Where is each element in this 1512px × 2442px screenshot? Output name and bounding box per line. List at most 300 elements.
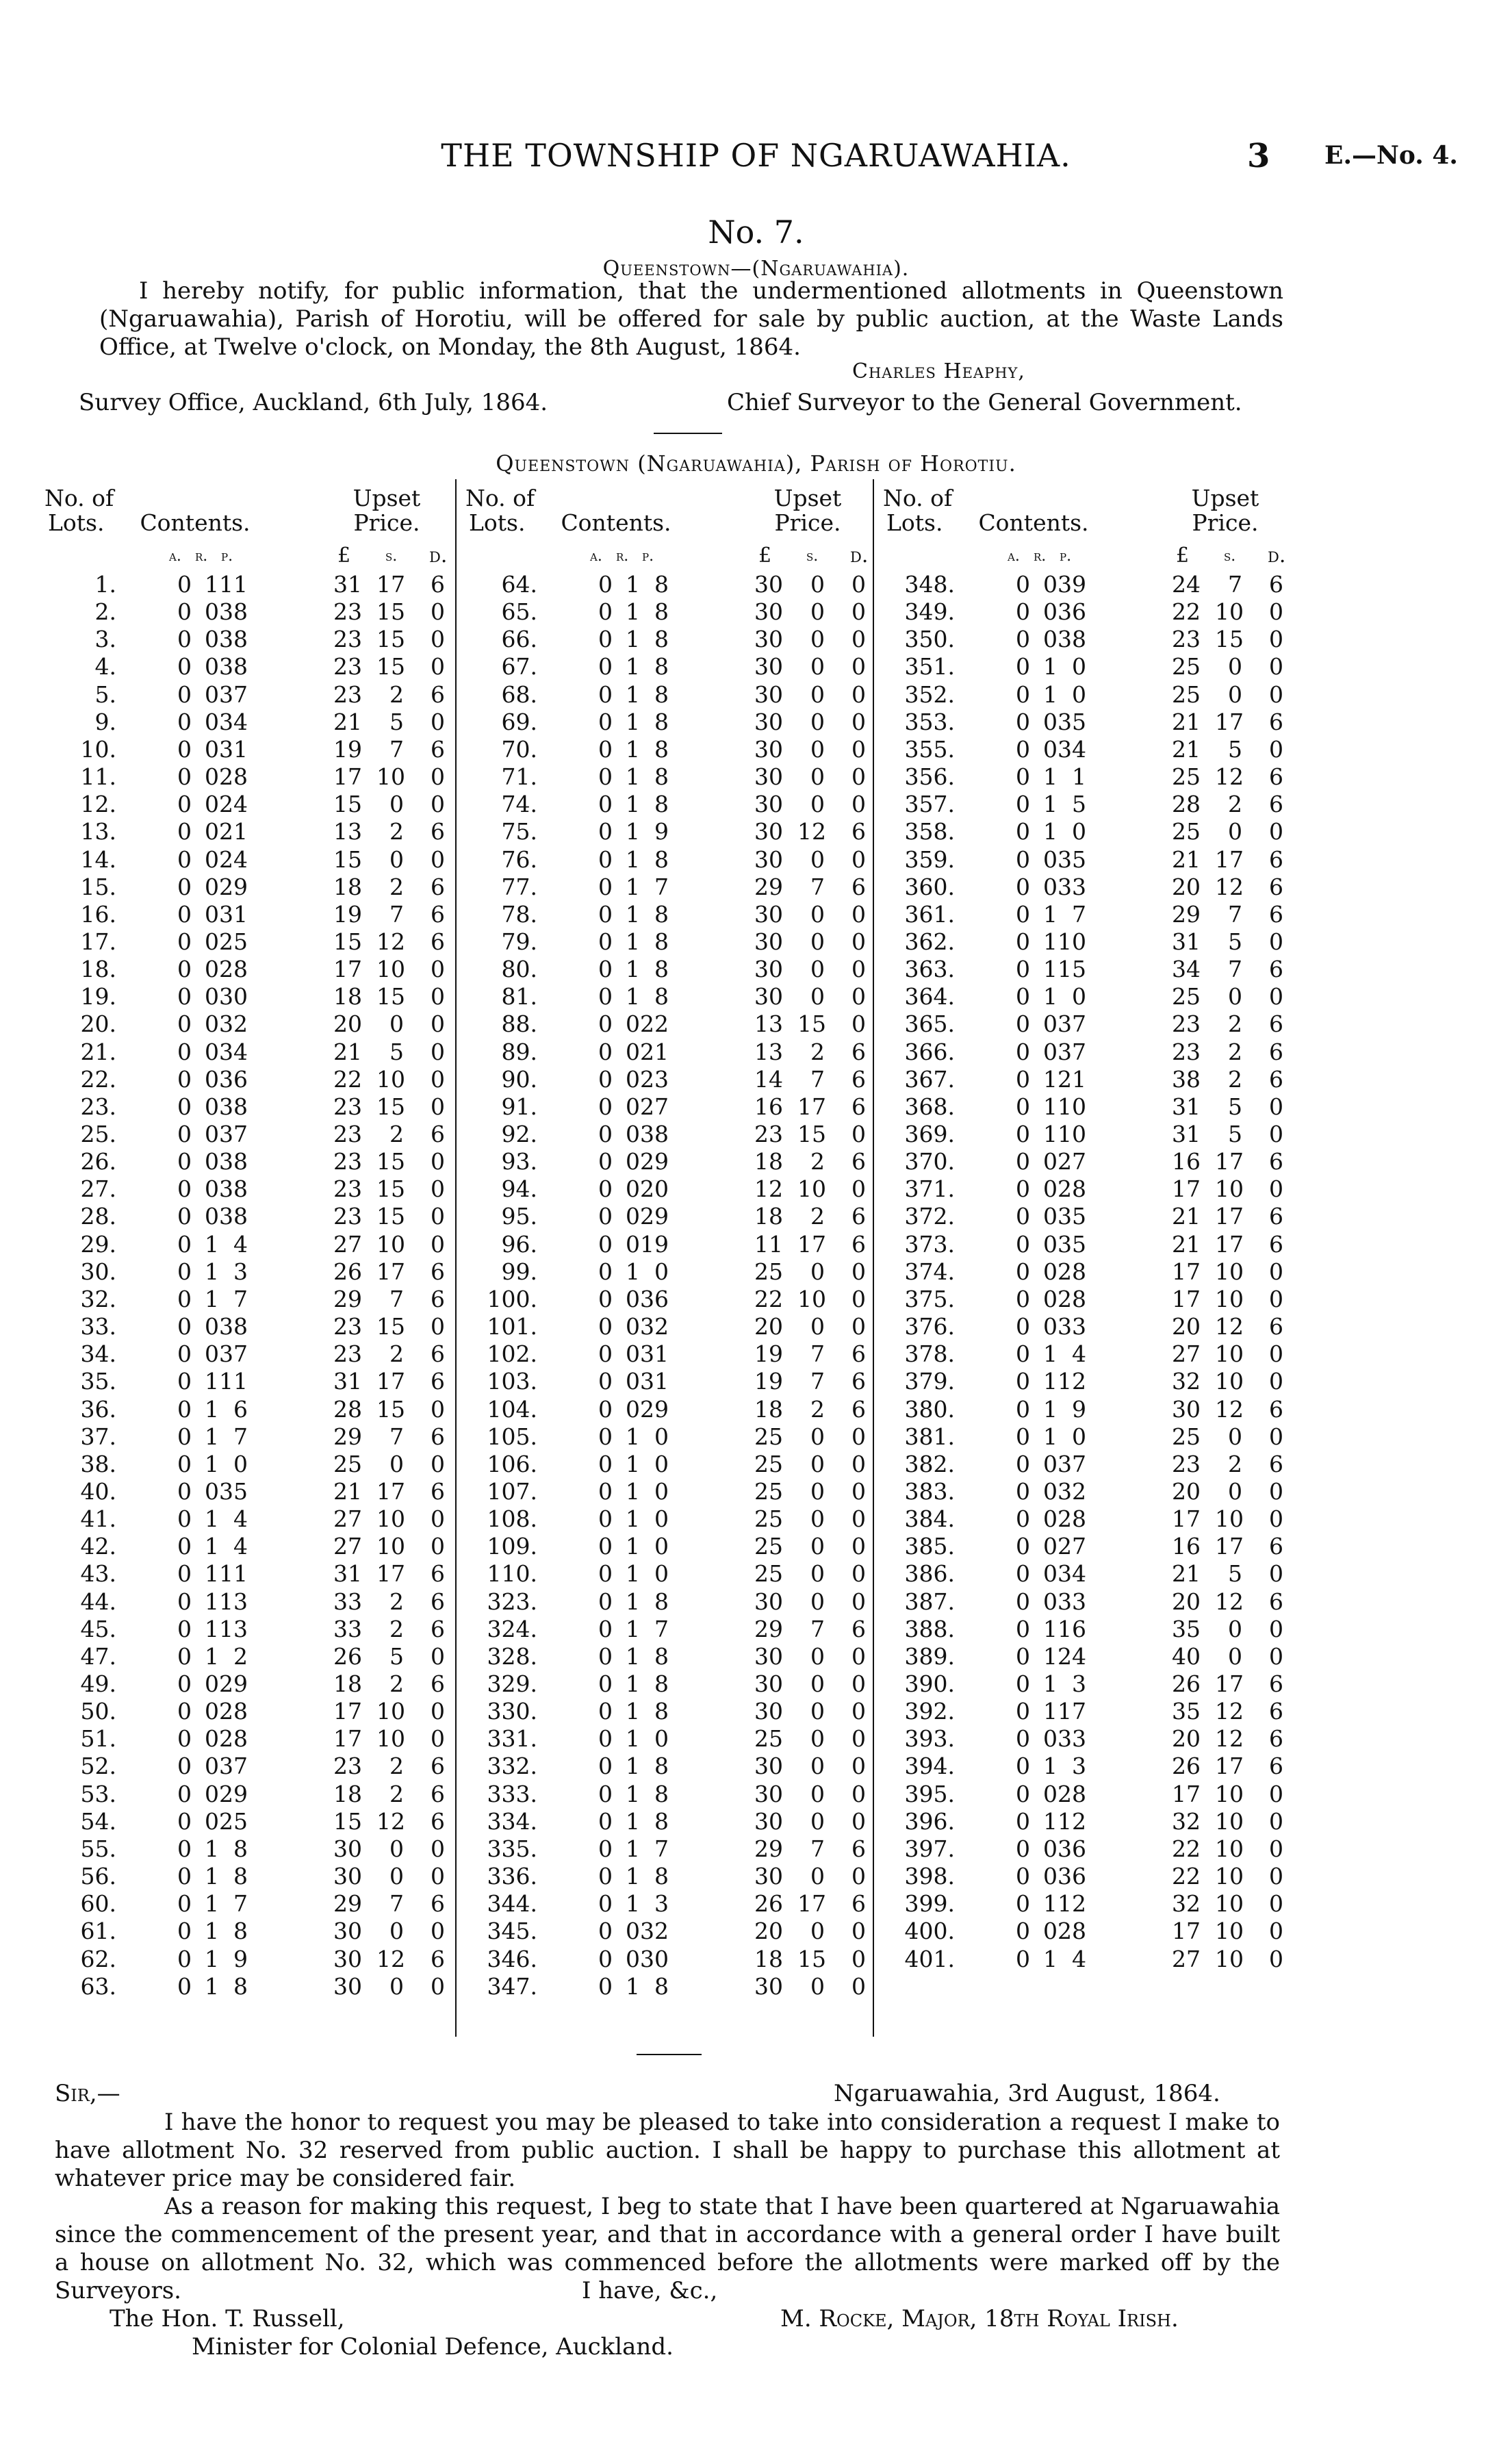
cell-s: 7 <box>810 1340 825 1368</box>
cell-s: 0 <box>810 626 825 653</box>
header-price: Upset <box>773 485 842 511</box>
header-price: Price. <box>774 509 841 536</box>
cell-pound: 30 <box>754 900 783 928</box>
cell-r: 1 <box>626 1780 640 1807</box>
cell-s: 0 <box>1228 1423 1242 1450</box>
cell-lot: 18. <box>80 956 116 983</box>
cell-r: 0 <box>205 873 219 900</box>
cell-r: 0 <box>626 1945 640 1972</box>
cell-a: 0 <box>177 1065 192 1093</box>
letter-closing: I have, &c., <box>582 2277 718 2304</box>
cell-s: 0 <box>810 1972 825 2000</box>
cell-p: 8 <box>654 681 669 708</box>
cell-s: 10 <box>1215 1918 1244 1945</box>
cell-s: 10 <box>376 1533 405 1560</box>
cell-p: 32 <box>219 1010 248 1038</box>
cell-lot: 390. <box>904 1670 955 1697</box>
cell-pound: 30 <box>754 626 783 653</box>
cell-a: 0 <box>177 1038 192 1065</box>
cell-d: 6 <box>431 1588 445 1615</box>
cell-a: 0 <box>177 1230 192 1258</box>
cell-r: 1 <box>1043 956 1058 983</box>
cell-d: 0 <box>851 1285 866 1312</box>
cell-s: 5 <box>1228 1121 1242 1147</box>
cell-r: 0 <box>205 1780 219 1807</box>
cell-a: 0 <box>177 1588 192 1615</box>
cell-pound: 27 <box>333 1230 362 1258</box>
cell-p: 13 <box>219 1588 248 1615</box>
subheader-pence: d. <box>429 544 448 568</box>
cell-r: 1 <box>205 1285 219 1312</box>
cell-p: 9 <box>654 818 669 845</box>
cell-p: 29 <box>640 1395 669 1423</box>
header-contents: Contents. <box>140 509 251 536</box>
cell-r: 0 <box>1043 1477 1058 1505</box>
cell-lot: 2. <box>94 598 116 626</box>
cell-lot: 106. <box>487 1450 537 1477</box>
letter-salutation: Sir,— <box>55 2080 120 2107</box>
cell-pound: 21 <box>333 1038 362 1065</box>
cell-r: 1 <box>1043 928 1058 955</box>
subheader-perches: p. <box>642 548 654 565</box>
subheader-roods: r. <box>616 548 629 565</box>
cell-a: 0 <box>1016 1807 1030 1835</box>
cell-p: 29 <box>219 873 248 900</box>
cell-a: 0 <box>1016 1533 1030 1560</box>
cell-s: 0 <box>389 1972 404 2000</box>
cell-d: 0 <box>431 1642 445 1670</box>
cell-s: 10 <box>1215 598 1244 626</box>
cell-pound: 23 <box>1172 1038 1201 1065</box>
cell-s: 2 <box>389 1340 404 1368</box>
cell-d: 6 <box>851 1835 866 1862</box>
cell-s: 15 <box>797 1121 826 1147</box>
cell-p: 8 <box>654 983 669 1010</box>
cell-r: 0 <box>205 900 219 928</box>
cell-lot: 351. <box>904 653 955 681</box>
cell-pound: 16 <box>754 1093 783 1120</box>
cell-lot: 331. <box>487 1725 537 1753</box>
cell-s: 0 <box>810 1477 825 1505</box>
notice-heading: Queenstown—(Ngaruawahia). <box>602 257 910 281</box>
cell-d: 0 <box>851 571 866 598</box>
header-lots: No. of <box>883 485 953 511</box>
cell-r: 0 <box>626 1395 640 1423</box>
cell-p: 29 <box>640 1148 669 1175</box>
cell-lot: 5. <box>94 681 116 708</box>
cell-p: 8 <box>654 956 669 983</box>
cell-pound: 18 <box>754 1945 783 1972</box>
cell-lot: 51. <box>80 1725 116 1753</box>
cell-lot: 367. <box>904 1065 955 1093</box>
cell-s: 12 <box>1215 1725 1244 1753</box>
cell-a: 0 <box>177 845 192 873</box>
cell-d: 0 <box>851 1588 866 1615</box>
cell-d: 0 <box>851 956 866 983</box>
cell-d: 0 <box>851 1863 866 1890</box>
cell-pound: 22 <box>1172 1835 1201 1862</box>
cell-pound: 25 <box>754 1533 783 1560</box>
cell-p: 33 <box>1058 873 1086 900</box>
cell-pound: 23 <box>333 1313 362 1340</box>
cell-d: 0 <box>431 1148 445 1175</box>
cell-r: 0 <box>1043 1203 1058 1230</box>
cell-r: 0 <box>626 1121 640 1147</box>
cell-d: 0 <box>851 1423 866 1450</box>
cell-pound: 27 <box>333 1505 362 1533</box>
cell-s: 15 <box>376 1395 405 1423</box>
cell-r: 0 <box>1043 873 1058 900</box>
cell-s: 17 <box>1215 1148 1244 1175</box>
header-lots: Lots. <box>469 509 526 536</box>
cell-r: 0 <box>1043 1505 1058 1533</box>
cell-pound: 30 <box>1172 1395 1201 1423</box>
cell-d: 0 <box>431 1065 445 1093</box>
cell-a: 0 <box>1016 873 1030 900</box>
cell-p: 35 <box>1058 708 1086 735</box>
cell-pound: 19 <box>333 735 362 763</box>
cell-a: 0 <box>1016 1670 1030 1697</box>
cell-d: 6 <box>1269 1588 1283 1615</box>
subheader-pounds: £ <box>337 544 351 568</box>
cell-s: 12 <box>1215 763 1244 791</box>
cell-a: 0 <box>177 571 192 598</box>
cell-lot: 384. <box>904 1505 955 1533</box>
cell-lot: 69. <box>501 708 537 735</box>
cell-a: 0 <box>177 763 192 791</box>
cell-lot: 88. <box>501 1010 537 1038</box>
cell-a: 0 <box>598 1918 613 1945</box>
cell-d: 6 <box>851 1368 866 1395</box>
cell-p: 10 <box>1058 928 1086 955</box>
cell-lot: 324. <box>487 1615 537 1642</box>
cell-s: 17 <box>1215 1533 1244 1560</box>
cell-p: 0 <box>654 1477 669 1505</box>
cell-a: 0 <box>598 928 613 955</box>
cell-a: 0 <box>177 1175 192 1203</box>
cell-p: 37 <box>1058 1450 1086 1477</box>
cell-p: 25 <box>219 928 248 955</box>
cell-a: 0 <box>598 681 613 708</box>
cell-s: 17 <box>1215 1203 1244 1230</box>
cell-lot: 103. <box>487 1368 537 1395</box>
cell-d: 0 <box>851 626 866 653</box>
cell-lot: 74. <box>501 791 537 818</box>
cell-d: 0 <box>1269 598 1283 626</box>
cell-s: 10 <box>1215 1175 1244 1203</box>
cell-a: 0 <box>598 1505 613 1533</box>
cell-lot: 374. <box>904 1258 955 1285</box>
cell-a: 0 <box>1016 1093 1030 1120</box>
cell-s: 5 <box>389 1642 404 1670</box>
cell-d: 6 <box>1269 900 1283 928</box>
cell-a: 0 <box>598 900 613 928</box>
cell-r: 0 <box>205 1010 219 1038</box>
cell-s: 0 <box>810 1780 825 1807</box>
cell-pound: 38 <box>1172 1065 1201 1093</box>
cell-p: 28 <box>219 763 248 791</box>
cell-r: 1 <box>626 1698 640 1725</box>
header-price: Upset <box>353 485 421 511</box>
cell-pound: 25 <box>754 1505 783 1533</box>
cell-lot: 366. <box>904 1038 955 1065</box>
subheader-roods: r. <box>195 548 208 565</box>
cell-r: 0 <box>1043 845 1058 873</box>
cell-pound: 30 <box>754 763 783 791</box>
cell-d: 6 <box>431 873 445 900</box>
cell-pound: 20 <box>333 1010 362 1038</box>
cell-a: 0 <box>598 1258 613 1285</box>
cell-s: 10 <box>1215 1258 1244 1285</box>
cell-r: 0 <box>1043 1918 1058 1945</box>
cell-s: 17 <box>376 1477 405 1505</box>
cell-pound: 14 <box>754 1065 783 1093</box>
cell-pound: 29 <box>754 1835 783 1862</box>
cell-a: 0 <box>1016 1450 1030 1477</box>
cell-lot: 389. <box>904 1642 955 1670</box>
cell-lot: 16. <box>80 900 116 928</box>
cell-pound: 25 <box>754 1258 783 1285</box>
cell-d: 6 <box>1269 571 1283 598</box>
cell-pound: 33 <box>333 1588 362 1615</box>
cell-a: 0 <box>177 1285 192 1312</box>
cell-lot: 333. <box>487 1780 537 1807</box>
cell-r: 1 <box>1043 1670 1058 1697</box>
cell-lot: 75. <box>501 818 537 845</box>
cell-a: 0 <box>1016 708 1030 735</box>
cell-r: 0 <box>626 1148 640 1175</box>
cell-a: 0 <box>1016 1175 1030 1203</box>
cell-r: 1 <box>205 1863 219 1890</box>
cell-d: 0 <box>1269 626 1283 653</box>
cell-pound: 30 <box>754 708 783 735</box>
cell-pound: 23 <box>333 653 362 681</box>
cell-d: 6 <box>1269 845 1283 873</box>
cell-lot: 21. <box>80 1038 116 1065</box>
cell-lot: 346. <box>487 1945 537 1972</box>
cell-d: 6 <box>431 1121 445 1147</box>
cell-s: 2 <box>389 1121 404 1147</box>
cell-lot: 397. <box>904 1835 955 1862</box>
document-reference: E.—No. 4. <box>1324 141 1458 170</box>
cell-d: 6 <box>1269 956 1283 983</box>
cell-d: 0 <box>851 1560 866 1588</box>
cell-p: 24 <box>219 845 248 873</box>
subheader-shillings: s. <box>1224 548 1236 565</box>
cell-d: 0 <box>431 1175 445 1203</box>
cell-d: 0 <box>1269 1121 1283 1147</box>
cell-d: 0 <box>851 1725 866 1753</box>
cell-pound: 17 <box>333 1698 362 1725</box>
cell-p: 3 <box>1072 1753 1086 1780</box>
cell-r: 1 <box>205 1450 219 1477</box>
cell-r: 0 <box>1043 626 1058 653</box>
cell-r: 0 <box>205 1725 219 1753</box>
cell-s: 12 <box>1215 873 1244 900</box>
cell-a: 0 <box>598 1588 613 1615</box>
cell-pound: 21 <box>1172 1560 1201 1588</box>
cell-p: 8 <box>654 791 669 818</box>
cell-d: 6 <box>1269 763 1283 791</box>
cell-lot: 394. <box>904 1753 955 1780</box>
cell-a: 0 <box>177 1615 192 1642</box>
header-lots: Lots. <box>886 509 943 536</box>
cell-a: 0 <box>598 1368 613 1395</box>
cell-a: 0 <box>598 1835 613 1862</box>
cell-pound: 21 <box>1172 1230 1201 1258</box>
cell-lot: 107. <box>487 1477 537 1505</box>
cell-p: 21 <box>640 1038 669 1065</box>
cell-s: 0 <box>1228 1477 1242 1505</box>
cell-a: 0 <box>598 1285 613 1312</box>
cell-pound: 23 <box>333 1753 362 1780</box>
cell-p: 8 <box>654 1780 669 1807</box>
cell-a: 0 <box>177 1395 192 1423</box>
cell-r: 1 <box>626 1670 640 1697</box>
letter-place-date: Ngaruawahia, 3rd August, 1864. <box>834 2080 1220 2107</box>
cell-lot: 66. <box>501 626 537 653</box>
cell-r: 0 <box>205 735 219 763</box>
cell-p: 36 <box>1058 1863 1086 1890</box>
cell-pound: 30 <box>754 818 783 845</box>
cell-d: 6 <box>1269 1450 1283 1477</box>
cell-a: 0 <box>177 1890 192 1918</box>
cell-pound: 25 <box>754 1560 783 1588</box>
cell-r: 1 <box>626 1725 640 1753</box>
cell-pound: 26 <box>333 1642 362 1670</box>
cell-p: 9 <box>233 1945 248 1972</box>
cell-pound: 17 <box>333 956 362 983</box>
cell-s: 0 <box>810 1258 825 1285</box>
cell-r: 0 <box>205 708 219 735</box>
cell-d: 0 <box>431 1863 445 1890</box>
notice-signer: Charles Heaphy, <box>852 359 1025 383</box>
cell-lot: 104. <box>487 1395 537 1423</box>
cell-pound: 13 <box>754 1010 783 1038</box>
cell-d: 0 <box>1269 1285 1283 1312</box>
cell-p: 0 <box>654 1258 669 1285</box>
cell-r: 0 <box>205 1093 219 1120</box>
cell-a: 0 <box>177 1258 192 1285</box>
cell-r: 0 <box>205 763 219 791</box>
cell-r: 0 <box>1043 1313 1058 1340</box>
cell-pound: 27 <box>1172 1945 1201 1972</box>
cell-s: 0 <box>1228 681 1242 708</box>
cell-lot: 99. <box>501 1258 537 1285</box>
cell-lot: 385. <box>904 1533 955 1560</box>
cell-a: 0 <box>598 818 613 845</box>
cell-s: 15 <box>797 1945 826 1972</box>
cell-s: 15 <box>376 598 405 626</box>
cell-s: 2 <box>389 681 404 708</box>
cell-lot: 108. <box>487 1505 537 1533</box>
cell-p: 28 <box>219 956 248 983</box>
cell-p: 34 <box>1058 735 1086 763</box>
cell-d: 0 <box>1269 818 1283 845</box>
cell-a: 0 <box>177 626 192 653</box>
cell-d: 6 <box>1269 1148 1283 1175</box>
cell-pound: 18 <box>754 1148 783 1175</box>
cell-a: 0 <box>598 1615 613 1642</box>
cell-r: 0 <box>1043 1533 1058 1560</box>
cell-s: 7 <box>810 873 825 900</box>
cell-s: 12 <box>1215 1395 1244 1423</box>
cell-lot: 330. <box>487 1698 537 1725</box>
cell-p: 36 <box>1058 598 1086 626</box>
header-lots: No. of <box>44 485 114 511</box>
cell-pound: 20 <box>754 1313 783 1340</box>
cell-lot: 353. <box>904 708 955 735</box>
cell-p: 8 <box>654 653 669 681</box>
cell-d: 0 <box>431 763 445 791</box>
cell-pound: 13 <box>754 1038 783 1065</box>
cell-d: 6 <box>431 681 445 708</box>
cell-a: 0 <box>598 1780 613 1807</box>
cell-d: 0 <box>851 1533 866 1560</box>
cell-a: 0 <box>1016 1423 1030 1450</box>
cell-p: 39 <box>1058 571 1086 598</box>
cell-p: 8 <box>654 1588 669 1615</box>
cell-p: 8 <box>654 1698 669 1725</box>
cell-r: 1 <box>626 1258 640 1285</box>
cell-p: 34 <box>219 1038 248 1065</box>
cell-p: 37 <box>1058 1010 1086 1038</box>
cell-a: 0 <box>598 1038 613 1065</box>
cell-pound: 32 <box>1172 1368 1201 1395</box>
cell-pound: 20 <box>1172 1588 1201 1615</box>
column-divider <box>455 479 457 2037</box>
cell-r: 0 <box>626 1175 640 1203</box>
cell-p: 8 <box>233 1972 248 2000</box>
cell-s: 10 <box>797 1285 826 1312</box>
cell-s: 5 <box>1228 735 1242 763</box>
cell-p: 0 <box>1072 681 1086 708</box>
cell-p: 3 <box>654 1890 669 1918</box>
cell-lot: 17. <box>80 928 116 955</box>
cell-a: 0 <box>1016 1038 1030 1065</box>
cell-d: 0 <box>851 1780 866 1807</box>
notice-number: No. 7. <box>708 214 804 251</box>
cell-a: 0 <box>177 1505 192 1533</box>
cell-d: 0 <box>431 1972 445 2000</box>
cell-pound: 30 <box>754 791 783 818</box>
letter-paragraph-1: I have the honor to request you may be pleased to take into consideration a request I make to have allotment No. 32 reserved from public auction. I shall be happy to purchase this allotment at whatever price may be considered fair. <box>55 2109 1280 2192</box>
cell-pound: 17 <box>1172 1918 1201 1945</box>
cell-d: 0 <box>431 1230 445 1258</box>
cell-d: 0 <box>851 1918 866 1945</box>
cell-pound: 21 <box>1172 735 1201 763</box>
cell-d: 6 <box>1269 791 1283 818</box>
cell-lot: 393. <box>904 1725 955 1753</box>
letter-paragraph-2: As a reason for making this request, I beg to state that I have been quartered at Ngaruawahia since the commencement of the present year, and that in accordance with a general order I have built a house on allotment No. 32, which was commenced before the allotments were marked off by the Surveyors. <box>55 2193 1280 2304</box>
cell-a: 0 <box>598 1972 613 2000</box>
cell-lot: 398. <box>904 1863 955 1890</box>
cell-pound: 30 <box>754 1642 783 1670</box>
cell-p: 8 <box>654 1670 669 1697</box>
cell-s: 7 <box>389 900 404 928</box>
cell-a: 0 <box>598 598 613 626</box>
cell-r: 1 <box>626 626 640 653</box>
cell-lot: 375. <box>904 1285 955 1312</box>
cell-s: 12 <box>797 818 826 845</box>
cell-s: 0 <box>810 763 825 791</box>
cell-lot: 71. <box>501 763 537 791</box>
cell-p: 4 <box>233 1505 248 1533</box>
cell-lot: 400. <box>904 1918 955 1945</box>
cell-p: 0 <box>654 1423 669 1450</box>
cell-lot: 61. <box>80 1918 116 1945</box>
cell-lot: 93. <box>501 1148 537 1175</box>
